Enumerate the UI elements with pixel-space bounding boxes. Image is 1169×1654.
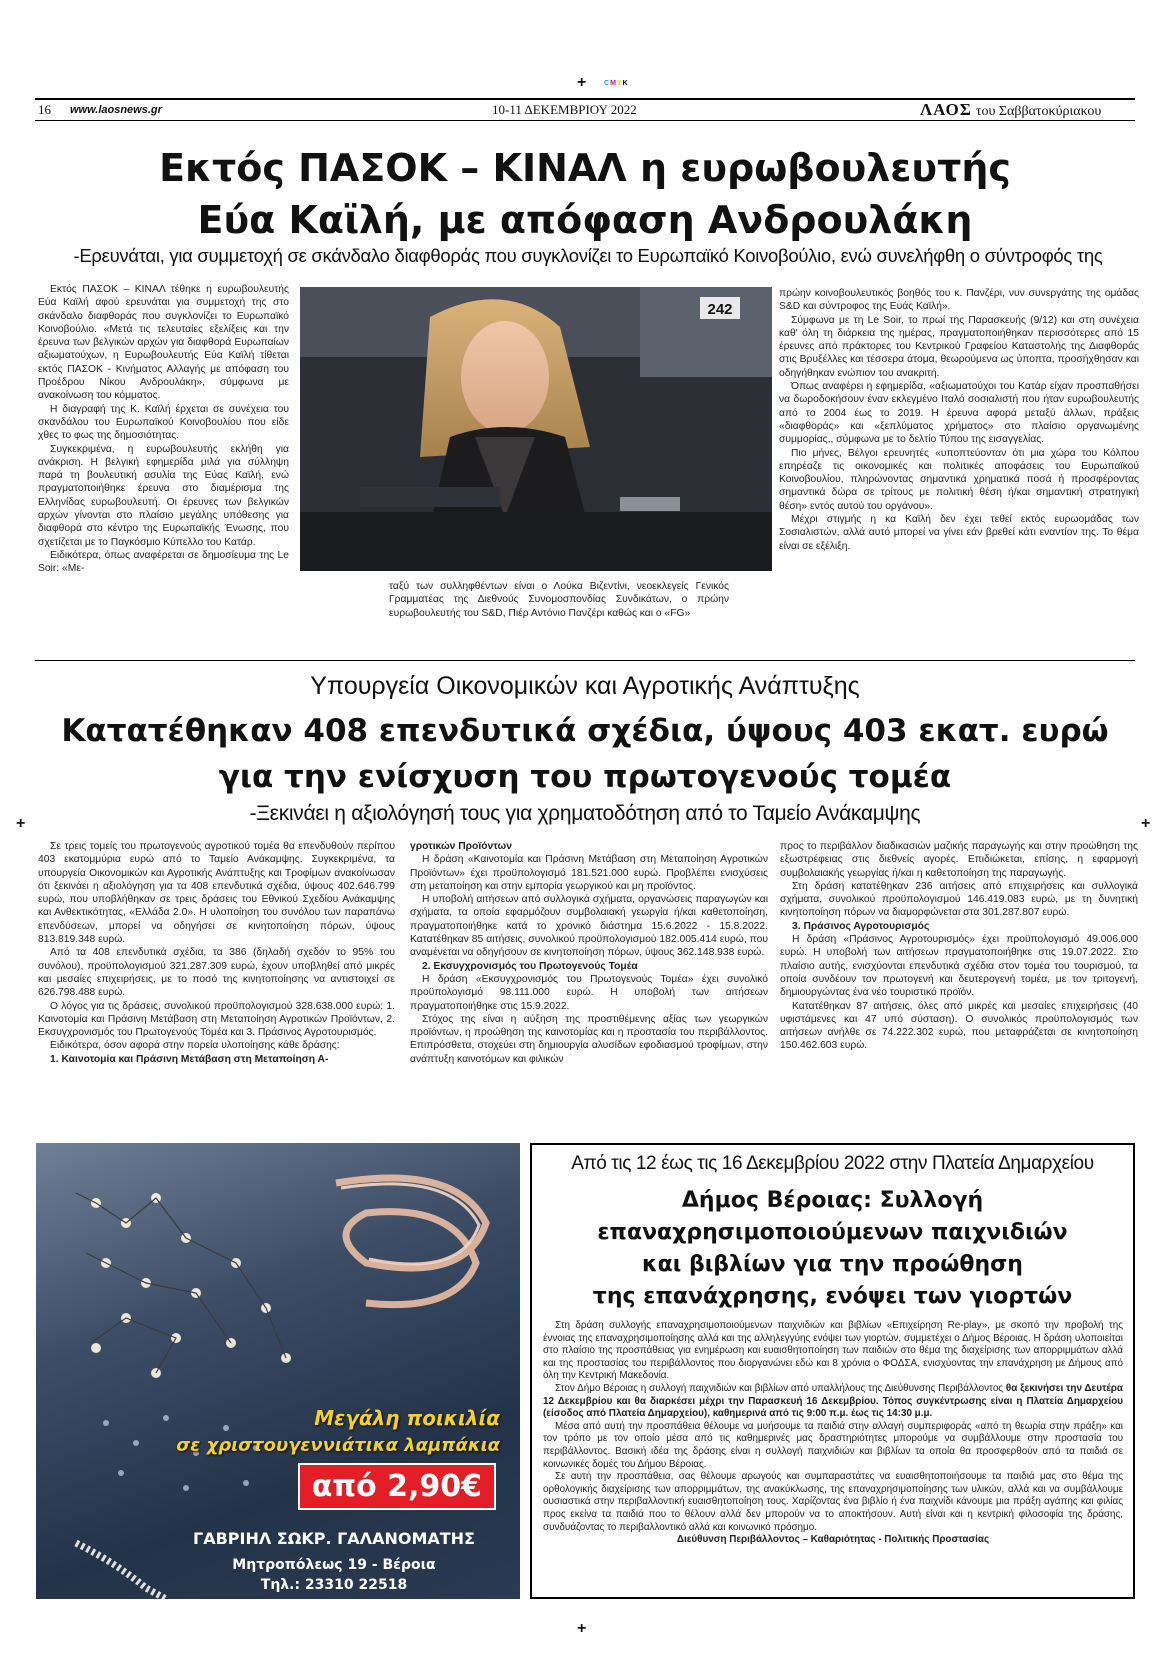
ad-tagline-line1: Μεγάλη ποικιλία [314, 1406, 500, 1430]
signature: Διεύθυνση Περιβάλλοντος – Καθαριότητας - Πολιτικής Προστασίας [676, 1534, 990, 1546]
paragraph: πρώην κοινοβουλευτικός βοηθός του κ. Πανζέρι, νυν συνεργάτης της ομάδας S&D και σύντροφος της Ευάς Καϊλή». [779, 288, 1139, 313]
article1-photo [300, 287, 772, 571]
subheading: 2. Εκσυγχρονισμός του Πρωτογενούς Τομέα [422, 960, 638, 972]
paragraph: Ειδικότερα, όπως αναφέρεται σε δημοσίευμα της Le Soir: «Με- [38, 549, 289, 575]
ad-address: Μητροπόλεως 19 - Βέροια [232, 1557, 436, 1573]
page-number: 16 [38, 102, 51, 117]
article3-headline [534, 1185, 1131, 1313]
subheading: 3. Πράσινος Αγροτουρισμός [792, 920, 930, 932]
cmyk-color-bar: CMYK [604, 80, 629, 87]
masthead [920, 100, 1101, 120]
paragraph [543, 1383, 1123, 1421]
ad-phone: Τηλ.: 23310 22518 [260, 1577, 408, 1593]
registration-mark-top: + [577, 74, 587, 91]
article1-column-2-text [389, 580, 729, 620]
registration-mark-left: + [16, 815, 26, 832]
registration-mark-bottom: + [577, 1620, 587, 1637]
article1-deck: -Ερευνάται, για συμμετοχή σε σκάνδαλο διαφθοράς που συγκλονίζει το Ευρωπαϊκό Κοινοβούλιο, ενώ συνελήφθη ο σύντροφός της [73, 245, 1103, 266]
paragraph: Η δράση «Καινοτομία και Πράσινη Μετάβαση στη Μεταποίηση Αγροτικών Προϊόντων» έχει προϋπολογισμό 181.521.000 ευρώ. Προβλέπει ενισχύσεις στη μεταποίηση και στην εμπορία γεωργικού και μη προϊόντος. [410, 854, 768, 892]
article2-kicker: Υπουργεία Οικονομικών και Αγροτικής Ανάπτυξης [310, 672, 860, 700]
ad-price: από 2,90€ [311, 1469, 482, 1504]
website: www.laosnews.gr [70, 104, 162, 116]
article3-headline-line3: και βιβλίων για την προώθηση [642, 1252, 1023, 1277]
paragraph: Συγκεκριμένα, η ευρωβουλευτής εκλήθη για ανάκριση. Η βελγική εφημερίδα μιλά για σύλληψη παρά τη βουλευτική ασυλία της Εύας Καϊλή, ενώ πραγματοποιήθηκε έρευνα στο διαμέρισμα της Ελληνίδας ευρωβουλευτή. Οι έρευνες των βελγικών αρχών γίνονται στο πλαίσιο μεγάλης υπόθεσης για διαφθορά στο κέντρο της Ευρωπαϊκής Ένωσης, που σχετίζεται με το Παγκόσμιο Κύπελλο του Κατάρ. [38, 443, 289, 548]
paragraph: Σε τρεις τομείς του πρωτογενούς αγροτικού τομέα θα επενδυθούν περίπου 403 εκατομμύρια ευρώ από το Ταμείο Ανάκαμψης. Συγκεκριμένα, τα υπουργεία Οικονομικών και Αγροτικής Ανάπτυξης και Τροφίμων ανακοίνωσαν ότι ξεκινάει η αξιολόγηση για τα 408 επενδυτικά σχέδια, ύψους 402.646.799 ευρώ, που υποβλήθηκαν σε τρεις δράσεις του Εθνικού Σχεδίου Ανάκαμψης και Ανθεκτικότητας, «Ελλάδα 2.0». Η υλοποίηση του συνόλου των παραπάνω επενδύσεων, μπορεί να οδηγήσει σε κινητοποίηση πόρων, ύψους 813.819.348 ευρώ. [38, 841, 395, 946]
advertisement [36, 1143, 520, 1599]
paragraph: Ο λόγος για τις δράσεις, συνολικού προϋπολογισμού 328.638.000 ευρώ: 1. Καινοτομία και Πράσινη Μετάβαση στη Μεταποίηση Αγροτικών Προϊόντων, 2. Εκσυγχρονισμός του Πρωτογενούς Τομέα και 3. Πράσινος Αγροτουρισμός. [38, 1000, 395, 1039]
logo-suffix: του Σαββατοκύριακου [975, 104, 1102, 119]
paragraph: Πιο μήνες, Βέλγοι ερευνητές «υποπτεύονταν ότι μια χώρα του Κόλπου επηρέαζε τις οικονομικές και πολιτικές αποφάσεις του Ευρωπαϊκού Κοινοβουλίου, πληρώνοντας σημαντικά χρηματικά ποσά ή προσφέροντας σημαντικά δώρα σε τρίτους με πολιτική θέση ή/και σημαντική στρατηγική θέση» εντός αυτού του οργάνου». [779, 447, 1139, 512]
paragraph: Σε αυτή την προσπάθεια, σας θέλουμε αρωγούς και συμπαραστάτες να ευαισθητοποιήσουμε τα παιδιά μας στο θέμα της ορθολογικής διαχείρισης των απορριμμάτων, της ανακύκλωσης, της επαναχρησιμοποίησης των υλικών, αλλά και να συμβάλλουμε ουσιαστικά στην περιβαλλοντική ευαισθητοποίηση τους. Χαρίζοντας ένα βιβλίο ή ένα παιχνίδι κάνουμε μια πράξη αγάπης και φιλίας προς εκείνα τα παιδιά που το θέλουν αλλά δεν μπορούν να το αποκτήσουν. Αυτή είναι και η κεντρική φιλοσοφία της δράσης, συνδυάζοντας το περιβαλλοντικό αλλά και κοινωνικό πρόσημο. [543, 1471, 1123, 1533]
paragraph: Από τα 408 επενδυτικά σχέδια, τα 386 (δηλαδή σχεδόν το 95% του συνόλου), προϋπολογισμού 321.287.309 ευρώ, έχουν υποβληθεί από μικρές και μεσαίες επιχειρήσεις, με το ποσό της κινητοποίησης να αντιστοιχεί σε 626.798.488 ευρώ. [38, 947, 395, 999]
paragraph: Στη δράση συλλογής επαναχρησιμοποιούμενων παιχνιδιών και βιβλίων «Επιχείρηση Re-play», με σκοπό την προβολή της έννοιας της επαναχρησιμοποίησης αλλά και της αλληλεγγύης ενόψει των γιορτών, συμμετέχει ο Δήμος Βέροιας. Η δράση υλοποιείται στο πλαίσιο της προσπάθειας για ενημέρωση και ευαισθητοποίηση των παιδιών στο θέμα της διαχείρισης των απορριμμάτων αλλά και της προστασίας του περιβάλλοντος που διοργανώνει εδώ και 8 χρόνια ο ΦΟΔΣΑ, ενισχύοντας την επανάχρηση με Δήμους από όλη την Κεντρική Μακεδονία. [543, 1320, 1123, 1382]
article2-headline-line1: Κατατέθηκαν 408 επενδυτικά σχέδια, ύψους 403 εκατ. ευρώ [61, 713, 1109, 749]
article2-headline [40, 708, 1130, 800]
paragraph-bold: θα ξεκινήσει την Δευτέρα 12 Δεκεμβρίου και θα διαρκέσει μέχρι την Παρασκευή 16 Δεκεμβρίου. Τόπος συγκέντρωσης είναι η Πλατεία Δημαρχείου (είσοδος από Πλατεία Δημαρχείου), καθημερινά από τις 9:00 π.μ. έως τις 14:30 μ.μ. [543, 1382, 1123, 1420]
paragraph: Κατατέθηκαν 87 αιτήσεις, όλες από μικρές και μεσαίες επιχειρήσεις (40 υφιστάμενες και 47 υπό σύσταση). Ο συνολικός προϋπολογισμός των αιτήσεων ανήλθε σε 74.222.302 ευρώ, που μεταφράζεται σε κινητοποίηση 150.462.603 ευρώ. [780, 1000, 1138, 1052]
header-bottom-rule [35, 120, 1135, 121]
article2-column-1 [38, 840, 395, 1066]
article1-headline-line2: Εύα Καϊλή, με απόφαση Ανδρουλάκη [197, 198, 973, 242]
article2-headline-line2: για την ενίσχυση του πρωτογενούς τομέα [218, 759, 952, 795]
photo-illustration [300, 287, 772, 571]
ad-price-badge [298, 1463, 496, 1510]
article3-headline-line4: της επανάχρησης, ενόψει των γιορτών [592, 1284, 1073, 1309]
section-divider [35, 660, 1135, 661]
subheading: 1. Καινοτομία και Πράσινη Μετάβαση στη Μεταποίηση Α- [50, 1053, 329, 1065]
paragraph-normal: Στον Δήμο Βέροιας η συλλογή παιχνιδιών και βιβλίων από υπαλλήλους της Διεύθυνσης Περιβάλλοντος [555, 1382, 1006, 1394]
paragraph: Εκτός ΠΑΣΟΚ – ΚΙΝΑΛ τέθηκε η ευρωβουλευτής Εύα Καϊλή αφού ερευνάται για συμμετοχή της στο σκάνδαλο διαφθοράς που συγκλονίζει το Ευρωπαϊκό Κοινοβούλιο. «Μετά τις τελευταίες εξελίξεις και την έρευνα των βελγικών αρχών για διαφθορά Ευρωπαίων αξιωματούχων, η Ευρωβουλευτής Εύα Καϊλή τίθεται εκτός ΠΑΣΟΚ - Κινήματος Αλλαγής με απόφαση του Προέδρου Νίκου Ανδρουλάκη», σύμφωνα με ανακοίνωση του κόμματος. [38, 284, 289, 402]
paragraph: ταξύ των συλληφθέντων είναι ο Λούκα Βιζεντίνι, νεοεκλεγείς Γενικός Γραμματέας της Διεθνούς Συνομοσπονδίας Συνδικάτων, ο πρώην ευρωβουλευτής του S&D, Πιέρ Αντόνιο Πανζέρι καθώς και ο «FG» [389, 581, 729, 619]
ad-store-name: ΓΑΒΡΙΗΛ ΣΩΚΡ. ΓΑΛΑΝΟΜΑΤΗΣ [193, 1529, 475, 1548]
ad-tagline [176, 1405, 500, 1459]
article1-headline [60, 142, 1110, 246]
subheading: γροτικών Προϊόντων [410, 841, 512, 852]
paragraph: Στη δράση κατατέθηκαν 236 αιτήσεις από επιχειρήσεις και συλλογικά σχήματα, συνολικού προϋπολογισμού 146.419.083 ευρώ, με τη δυνητική κινητοποίηση πόρων να διαμορφώνεται στα 301.287.807 ευρώ. [780, 880, 1138, 919]
paragraph: Μέσα από αυτή την προσπάθεια θέλουμε να μυήσουμε τα παιδιά στην αλλαγή συμπεριφοράς «από τη θεωρία στην πράξη» και τον τρόπο με τον οποίο μέσα από τις καθημερινές μας δραστηριότητες μπορούμε να συμβάλλουμε στην προστασία του περιβάλλοντος. Βασική ιδέα της δράσης είναι η συλλογή παιχνιδιών και βιβλίων τα οποία θα προσφερθούν από τα παιδιά σε κοινωνικές δομές του Δήμου Βέροιας. [543, 1420, 1123, 1470]
article3-kicker: Από τις 12 έως τις 16 Δεκεμβρίου 2022 στην Πλατεία Δημαρχείου [571, 1153, 1094, 1174]
article2-deck: -Ξεκινάει η αξιολόγησή τους για χρηματοδότηση από το Ταμείο Ανάκαμψης [249, 802, 921, 825]
registration-mark-right: + [1141, 815, 1151, 832]
article1-headline-line1: Εκτός ΠΑΣΟΚ – ΚΙΝΑΛ η ευρωβουλευτής [159, 146, 1011, 190]
ad-tagline-line2: σε χριστουγεννιάτικα λαμπάκια [176, 1435, 500, 1456]
article3-headline-line2: επαναχρησιμοποιούμενων παιχνιδιών [597, 1220, 1068, 1245]
seat-number: 242 [707, 301, 733, 318]
article2-column-3 [780, 840, 1138, 1053]
logo: ΛΑΟΣ [920, 100, 972, 119]
paragraph: Όπως αναφέρει η εφημερίδα, «αξιωματούχοι του Κατάρ είχαν προσπαθήσει να δωροδοκήσουν έναν εκλεγμένο Ιταλό σοσιαλιστή που ήταν ευρωβουλευτής από το 2004 έως το 2019. Η έρευνα αφορά μεταξύ άλλων, πράξεις «διαφθοράς» και «ξεπλύματος χρήματος» στο πλαίσιο οργανωμένης συμμορίας,, σύμφωνα με το δελτίο Τύπου της εισαγγελίας. [779, 381, 1139, 446]
issue-date: 10-11 ΔΕΚΕΜΒΡΙΟΥ 2022 [492, 102, 637, 117]
paragraph: Η υποβολή αιτήσεων από συλλογικά σχήματα, οργανώσεις παραγωγών και σχήματα, τα οποία εφαρμόζουν συμβολαιακή γεωργία ή/και καθετοποίηση, πραγματοποιήθηκε κατά το χρονικό διάστημα 15.6.2022 - 15.8.2022. Κατατέθηκαν 85 αιτήσεις, συνολικού προϋπολογισμού 182.005.414 ευρώ, που αναμένεται να οδηγήσουν σε κινητοποίηση πόρων, ύψους 362.148.938 ευρώ. [410, 894, 768, 959]
article2-column-2 [410, 840, 768, 1066]
paragraph: Η δράση «Πράσινος Αγροτουρισμός» έχει προϋπολογισμό 49.006.000 ευρώ. Η υποβολή των αιτήσεων πραγματοποιήθηκε στις 19.07.2022. Στο πλαίσιο αυτής, ενισχύονται επενδυτικά σχέδια στον τομέα του τουρισμού, τα οποία συνδέουν τον πρωτογενή και δευτερογενή τομέα, με τον τριτογενή, δημιουργώντας ένα νέο τουριστικό προϊόν. [780, 934, 1138, 999]
article3-body [543, 1320, 1123, 1547]
paragraph: προς το περιβάλλον διαδικασιών μαζικής παραγωγής και στην προώθηση της εξωστρέφειας στις διεθνείς αγορές. Επιδιώκεται, επίσης, η εφαρμογή συμβολαιακής γεωργίας ή/και η καθετοποίηση της παραγωγής. [780, 841, 1138, 879]
article1-column-1 [38, 283, 289, 576]
paragraph: Στόχος της είναι η αύξηση της προστιθέμενης αξίας των γεωργικών προϊόντων, η προώθηση της καινοτομίας και η προστασία του περιβάλλοντος. Επιπρόσθετα, στοχεύει στη δημιουργία αλυσίδων εφοδιασμού τροφίμων, στην ανάπτυξη καινοτόμων και φιλικών [410, 1013, 768, 1065]
paragraph: Η δράση «Εκσυγχρονισμός του Πρωτογενούς Τομέα» έχει συνολικό προϋπολογισμό 98.111.000 ευρώ. Η υποβολή των αιτήσεων πραγματοποιήθηκε στις 15.9.2022. [410, 973, 768, 1012]
paragraph: Ειδικότερα, όσον αφορά στην πορεία υλοποίησης κάθε δράσης: [50, 1040, 340, 1052]
paragraph: Σύμφωνα με τη Le Soir, το πρωί της Παρασκευής (9/12) και στη συνέχεια καθ' όλη τη διάρκεια της ημέρας, πραγματοποιήθηκαν περισσότερες από 15 έρευνες από πράκτορες του Κεντρικού Γραφείου Καταστολής της Διαφθοράς στις Βρυξέλλες και τέσσερα άτομα, θεωρούμενα ως ύποπτα, προσήχθησαν και οδηγήθηκαν ενώπιον του ανακριτή. [779, 314, 1139, 379]
article1-column-3 [779, 287, 1139, 553]
paragraph: Μέχρι στιγμής η κα Καϊλή δεν έχει τεθεί εκτός ευρωομάδας των Σοσιαλιστών, αλλά αυτό μπορεί να γίνει εάν βρεθεί κάτι εναντίον της. Το θέμα είναι σε εξέλιξη. [779, 514, 1139, 552]
article3-headline-line1: Δήμος Βέροιας: Συλλογή [681, 1188, 984, 1213]
paragraph: Η διαγραφή της Κ. Καϊλή έρχεται σε συνέχεια του σκανδάλου του Ευρωπαϊκού Κοινοβουλίου που είδε χθες το φως της δημοσιότητας. [38, 403, 289, 442]
